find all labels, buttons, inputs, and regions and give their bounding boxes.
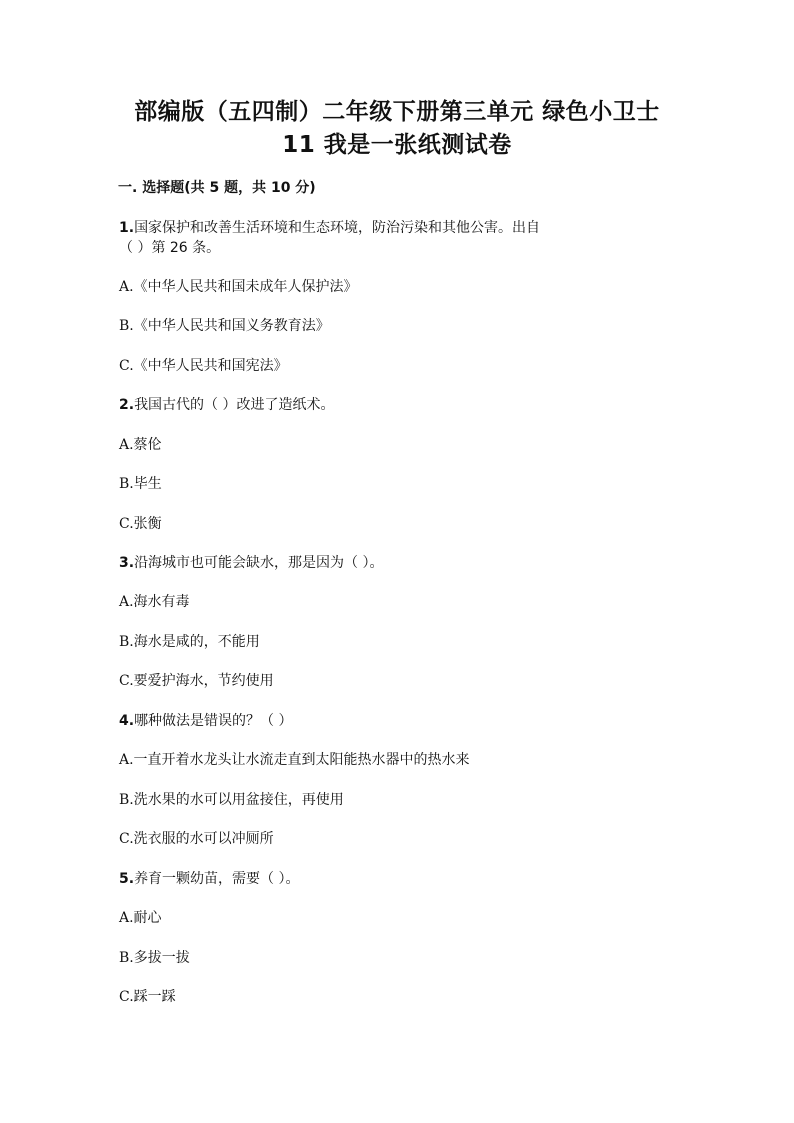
question-number: 5. xyxy=(119,871,135,887)
section-heading: 一. 选择题(共 5 题，共 10 分) xyxy=(118,180,316,196)
question-5-option-a: A.耐心 xyxy=(119,910,162,926)
question-5 xyxy=(119,869,300,889)
question-3 xyxy=(119,553,384,573)
question-2 xyxy=(119,395,335,415)
question-1-option-b: B.《中华人民共和国义务教育法》 xyxy=(119,318,330,334)
question-1-option-a: A.《中华人民共和国未成年人保护法》 xyxy=(119,279,358,295)
question-4-option-b: B.洗水果的水可以用盆接住，再使用 xyxy=(119,792,344,808)
question-text: 养育一颗幼苗，需要（ ）。 xyxy=(134,871,300,887)
question-number: 1. xyxy=(119,220,135,236)
question-1-continued: （ ）第 26 条。 xyxy=(119,240,221,256)
question-text: 我国古代的（ ）改进了造纸术。 xyxy=(134,397,335,413)
question-2-option-c: C.张衡 xyxy=(119,516,162,532)
question-3-option-a: A.海水有毒 xyxy=(119,594,190,610)
question-text: 沿海城市也可能会缺水，那是因为（ ）。 xyxy=(134,555,384,571)
question-number: 4. xyxy=(119,713,135,729)
question-5-option-b: B.多拔一拔 xyxy=(119,950,190,966)
question-3-option-b: B.海水是咸的，不能用 xyxy=(119,634,260,650)
question-4-option-a: A.一直开着水龙头让水流走直到太阳能热水器中的热水来 xyxy=(119,752,470,768)
question-2-option-b: B.毕生 xyxy=(119,476,162,492)
question-text: 国家保护和改善生活环境和生态环境，防治污染和其他公害。出自 xyxy=(134,220,541,236)
question-3-option-c: C.要爱护海水，节约使用 xyxy=(119,673,274,689)
question-1-option-c: C.《中华人民共和国宪法》 xyxy=(119,358,288,374)
question-2-option-a: A.蔡伦 xyxy=(119,437,162,453)
question-4-option-c: C.洗衣服的水可以冲厕所 xyxy=(119,831,274,847)
page-title-line-2: 11 我是一张纸测试卷 xyxy=(282,132,512,158)
question-1 xyxy=(119,218,540,238)
page-title-line-1: 部编版（五四制）二年级下册第三单元 绿色小卫士 xyxy=(134,99,660,125)
question-number: 2. xyxy=(119,397,135,413)
question-number: 3. xyxy=(119,555,135,571)
question-4 xyxy=(119,711,293,731)
question-text: 哪种做法是错误的？（ ） xyxy=(134,713,293,729)
question-5-option-c: C.踩一踩 xyxy=(119,989,176,1005)
